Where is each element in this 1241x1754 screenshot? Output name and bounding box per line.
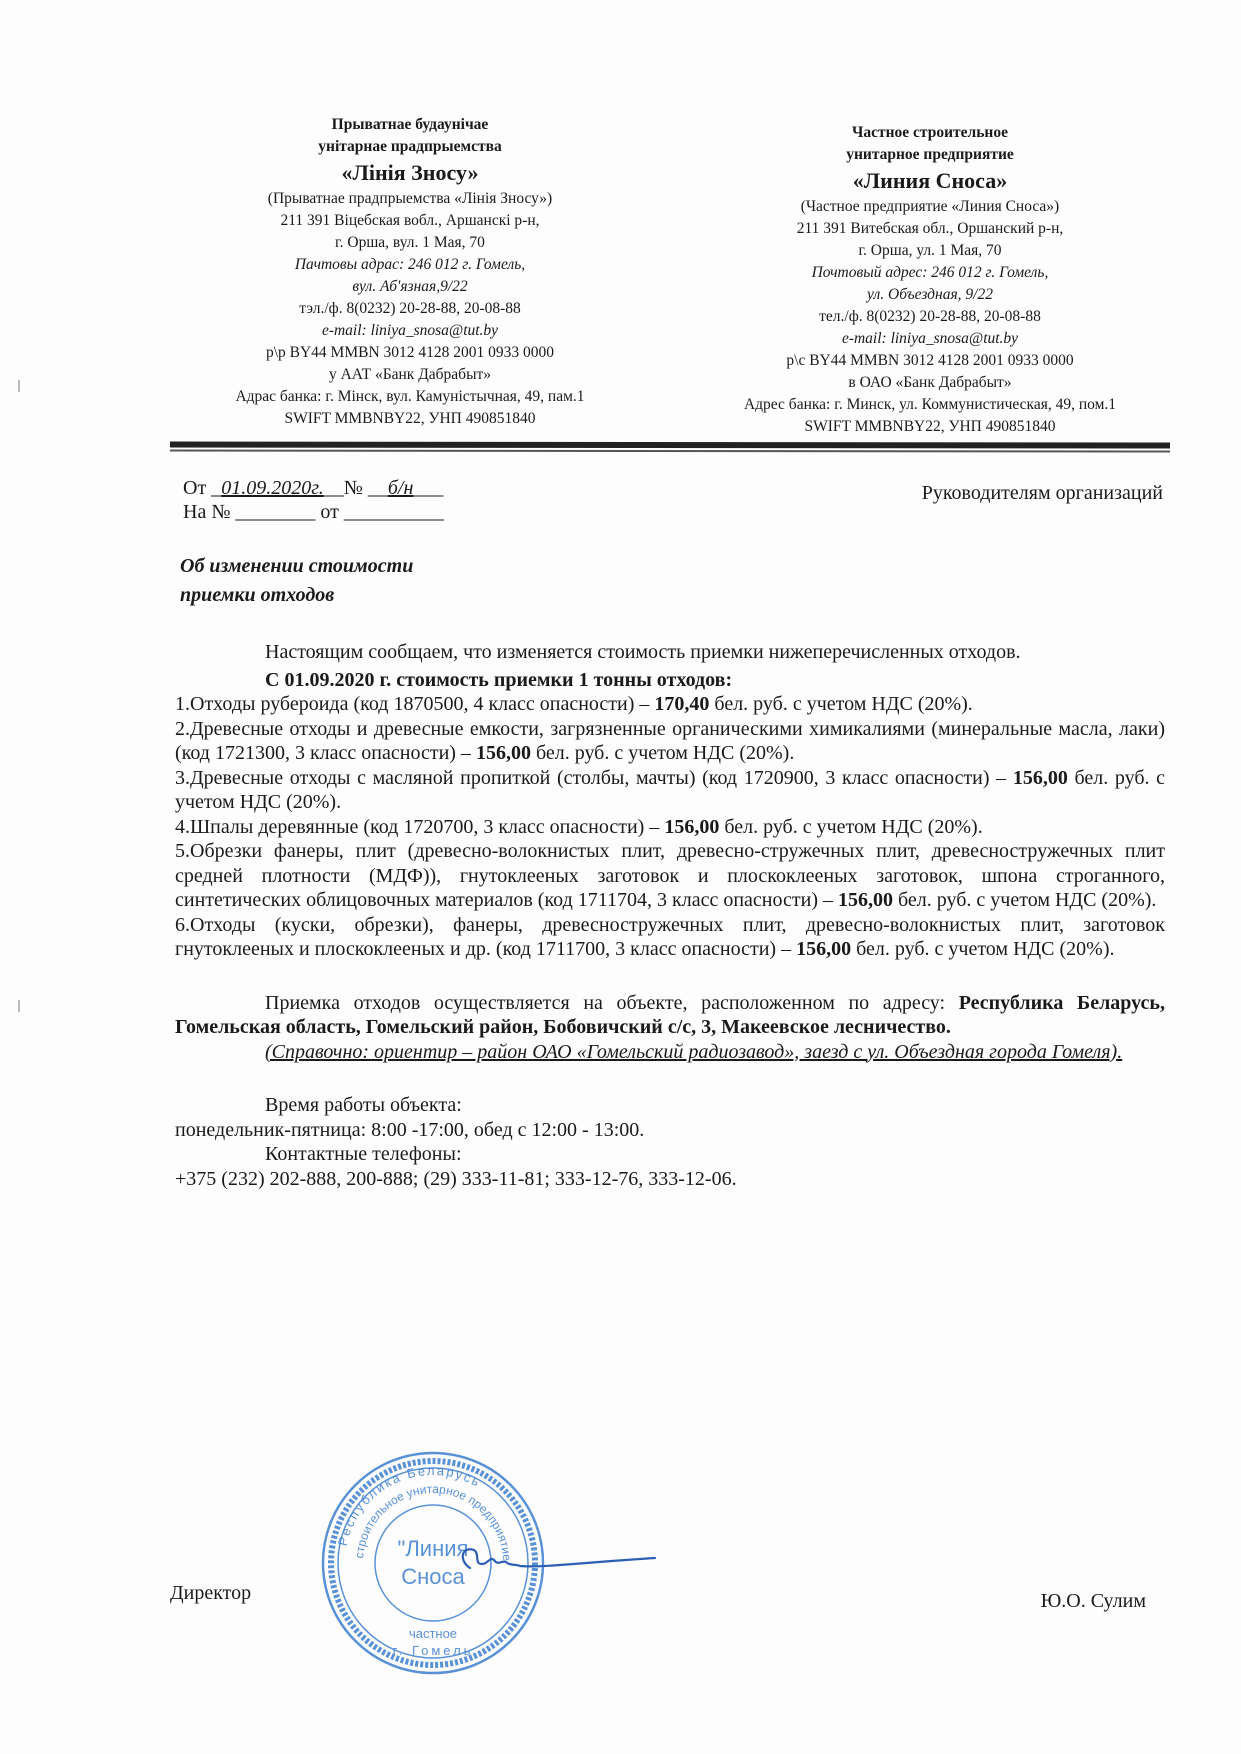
company-type-line1: Прыватнае будаунічае [331,116,489,133]
company-short-name: (Частное предприятие «Линия Сноса») [800,198,1060,215]
swift-unp: SWIFT MMBNBY22, УНП 490851840 [804,418,1056,435]
bank-name: в ОАО «Банк Дабрабыт» [848,374,1012,391]
letter-number: б/н [387,477,414,499]
company-name: «Линия Сноса» [852,168,1008,193]
item-description: 2.Древесные отходы и древесные емкости, загрязненные органическими химикалиями (минеральные масла, лаки) (код 1721300, 3 класс опасности) – [175,717,1165,764]
legal-address-2: г. Орша, вул. 1 Мая, 70 [335,234,485,251]
legal-address-1: 211 391 Віцебская вобл., Аршанскі р-н, [280,212,540,229]
from-label: От _ [183,477,222,499]
stamp-ring-text: строительное унитарное предприятие [352,1481,515,1562]
letterhead-russian [690,122,1170,438]
item-price-suffix: бел. руб. с учетом НДС (20%). [893,889,1157,911]
signatory-name: Ю.О. Сулим [1040,1590,1146,1612]
item-price-suffix: бел. руб. с учетом НДС (20%). [709,693,973,715]
bank-account: р\с BY44 MMBN 3012 4128 2001 0933 0000 [786,352,1074,369]
item-price-suffix: бел. руб. с учетом НДС (20%). [719,815,983,838]
phone: тэл./ф. 8(0232) 20-28-88, 20-08-88 [299,300,521,317]
stamp-outer-text: Республика Беларусь [334,1462,485,1548]
legal-address-2: г. Орша, ул. 1 Мая, 70 [858,242,1002,259]
header-divider-thin [170,449,1170,452]
price-item [175,692,1165,717]
item-price-suffix: бел. руб. с учетом НДС (20%). [530,742,795,764]
postal-address-1: Почтовый адрес: 246 012 г. Гомель, [811,264,1049,281]
item-description: 6.Отходы (куски, обрезки), фанеры, древесностружечных плит, древесно-волокнистых плит, заготовок гнутоклееных и плоскоклееных и др. (код 1711700, 3 класс опасности) – [175,913,1165,960]
price-item [175,815,1165,840]
signatory-role: Директор [170,1582,252,1604]
subject-line-2: приемки отходов [180,584,335,606]
number-label: __№ __ [323,477,388,499]
item-description: 4.Шпалы деревянные (код 1720700, 3 класс опасности) – [175,815,665,838]
contacts-value: +375 (232) 202-888, 200-888; (29) 333-11-81; 333-12-76, 333-12-06. [175,1167,737,1190]
contacts-label: Контактные телефоны: [265,1143,462,1165]
item-description: 1.Отходы рубероида (код 1870500, 4 класс опасности) – [175,693,655,715]
item-price: 156,00 [796,938,852,960]
legal-address-1: 211 391 Витебская обл., Оршанский р-н, [796,220,1064,237]
price-item [175,717,1165,766]
item-price: 170,40 [654,693,710,715]
recipient: Руководителям организаций [921,482,1163,504]
postal-address-1: Пачтовы адрас: 246 012 г. Гомель, [294,256,526,273]
location-address: Республика Беларусь, Гомельская область, Гомельский район, Бобовичский с/с, 3, Макеевское лесничество. [175,991,1165,1038]
item-description: 5.Обрезки фанеры, плит (древесно-волокнистых плит, древесно-стружечных плит, древесностружечных плит средней плотности (МДФ)), гнутоклееных заготовок и плоскоклееных заготовок, шпона строганного, синтетических облицовочных материалов (код 1711704, 3 класс опасности) – [175,840,1165,911]
bank-address: Адрес банка: г. Минск, ул. Коммунистическая, 49, пом.1 [743,396,1117,413]
location-intro: Приемка отходов осуществляется на объекте, расположенном по адресу: [265,991,959,1014]
item-price-suffix: бел. руб. с учетом НДС (20%). [851,938,1115,960]
postal-address-2: ул. Объездная, 9/22 [867,286,993,303]
postal-address-2: вул. Аб'язная,9/22 [352,278,468,295]
price-heading: С 01.09.2020 г. стоимость приемки 1 тонны отходов: [265,668,733,691]
stamp-bottom-text: частное [408,1626,458,1641]
subject-line-1: Об изменении стоимости [180,555,414,577]
reply-reference: На № ________ от __________ [183,501,444,523]
item-price: 156,00 [475,742,531,764]
bank-address: Адрас банка: г. Мінск, вул. Камуністычная, 49, пам.1 [235,388,585,405]
company-name: «Лінія Зносу» [341,160,479,185]
price-item [175,766,1165,815]
hours-label: Время работы объекта: [265,1094,462,1116]
hours-value: понедельник-пятница: 8:00 -17:00, обед с 12:00 - 13:00. [175,1118,645,1141]
location-paragraph [175,991,1165,1040]
price-item [175,913,1165,962]
number-tail: ___ [413,477,444,499]
scan-artifact [18,380,20,392]
location-note: (Справочно: ориентир – район ОАО «Гомельский радиозавод», заезд с ул. Объездная города Гомеля). [265,1040,1123,1063]
company-short-name: (Прыватнае прадпрыемства «Лінія Зносу») [267,190,553,207]
director-signature [440,1530,670,1590]
swift-unp: SWIFT MMBNBY22, УНП 490851840 [284,410,536,427]
letterhead-belarusian [200,114,620,430]
stamp-center-line1: "Линия [397,1536,469,1561]
item-description: 3.Древесные отходы с масляной пропиткой (столбы, мачты) (код 1720900, 3 класс опасности) – [175,766,1013,789]
bank-account: р\р BY44 MMBN 3012 4128 2001 0933 0000 [265,344,555,361]
header-divider [170,441,1170,448]
scan-artifact [18,1000,20,1012]
phone: тел./ф. 8(0232) 20-28-88, 20-08-88 [819,308,1041,325]
bank-name: у ААТ «Банк Дабрабыт» [328,366,492,383]
item-price: 156,00 [664,815,720,838]
company-type-line2: унитарное предприятие [846,146,1014,163]
letter-body [175,640,1165,1191]
reference-block [183,476,444,524]
item-price-suffix: бел. руб. с учетом НДС (20%). [175,766,1165,813]
stamp-center-line2: Сноса [401,1564,465,1589]
price-item [175,839,1165,913]
company-type-line2: унітарнае прадпрыемства [318,138,502,155]
intro-paragraph: Настоящим сообщаем, что изменяется стоимость приемки нижеперечисленных отходов. [265,641,1021,663]
company-type-line1: Частное строительное [852,124,1008,141]
stamp-city: г. Гомель [392,1643,474,1658]
item-price: 156,00 [1012,766,1068,789]
letter-subject [180,552,413,610]
email: e-mail: liniya_snosa@tut.by [321,322,499,339]
item-price: 156,00 [838,889,893,911]
email: e-mail: liniya_snosa@tut.by [841,330,1019,347]
outgoing-reference [183,476,444,500]
letter-date: 01.09.2020г. [221,477,324,499]
